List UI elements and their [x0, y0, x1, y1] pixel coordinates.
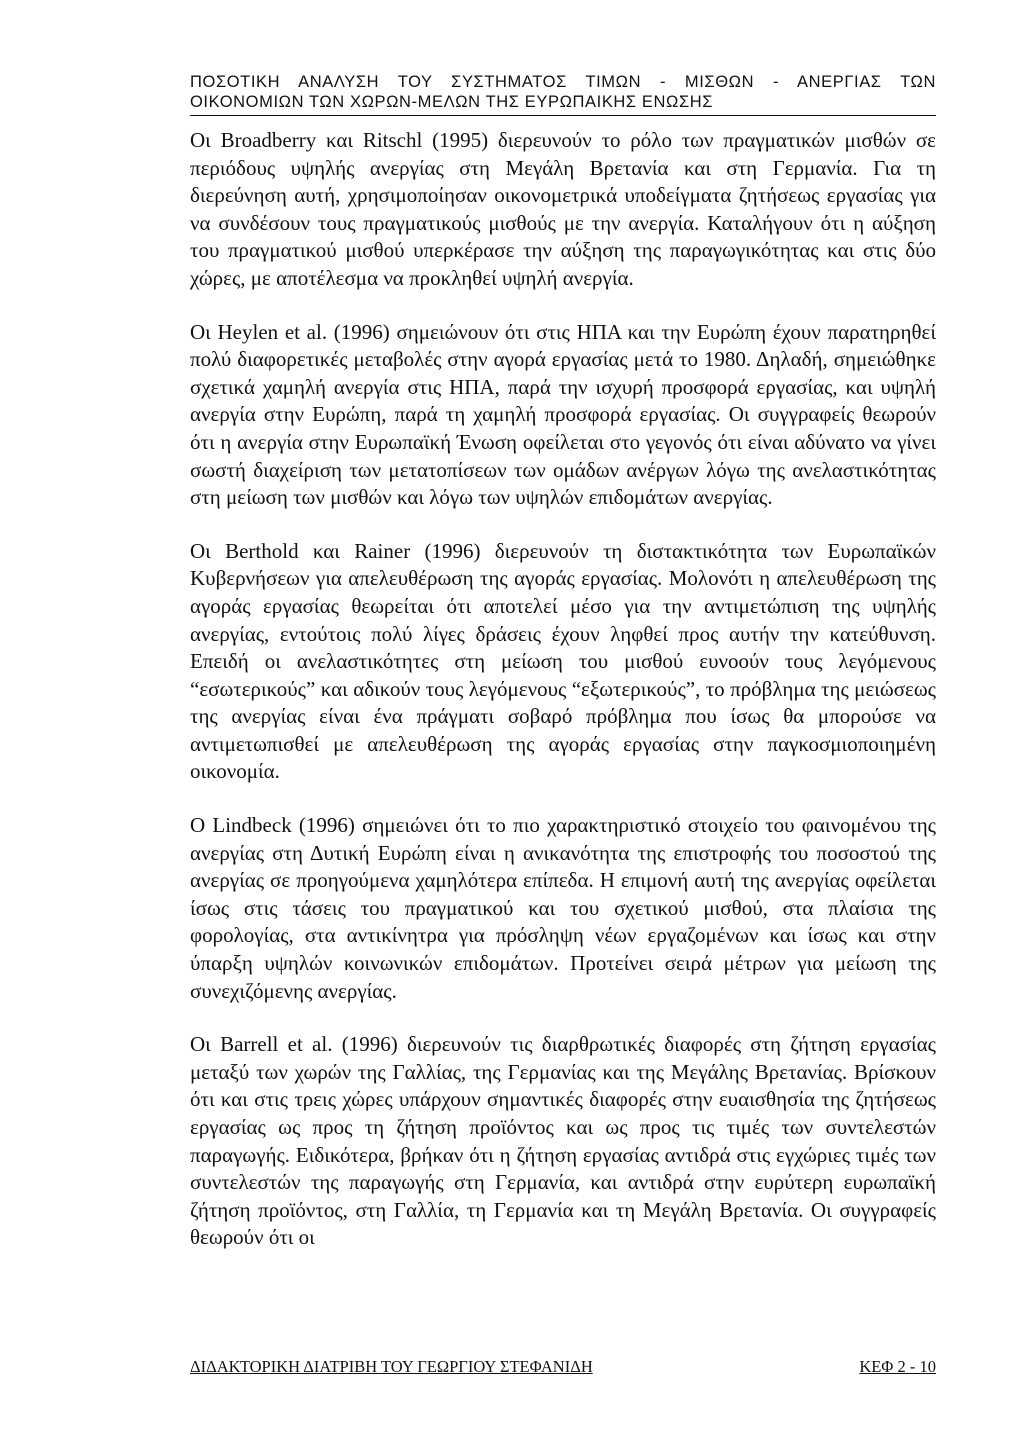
- paragraph-broadberry-ritschl: Οι Broadberry και Ritschl (1995) διερευνούν το ρόλο των πραγματικών μισθών σε περιόδους υψηλής ανεργίας στη Μεγάλη Βρετανία και στη Γερμανία. Για τη διερεύνηση αυτή, χρησιμοποίησαν οικονομετρικά υποδείγματα ζητήσεως εργασίας για να συνδέσουν τους πραγματικούς μισθούς με την ανεργία. Καταλήγουν ότι η αύξηση του πραγματικού μισθού υπερκέρασε την αύξηση της παραγωγικότητας και στις δύο χώρες, με αποτέλεσμα να προκληθεί υψηλή ανεργία.: [190, 128, 936, 290]
- header-line-1: ΠΟΣΟΤΙΚΗ ΑΝΑΛΥΣΗ ΤΟΥ ΣΥΣΤΗΜΑΤΟΣ ΤΙΜΩΝ - ΜΙΣΘΩΝ - ΑΝΕΡΓΙΑΣ ΤΩΝ: [190, 73, 936, 91]
- footer-thesis-title: ΔΙΔΑΚΤΟΡΙΚΗ ΔΙΑΤΡΙΒΗ ΤΟΥ ΓΕΩΡΓΙΟΥ ΣΤΕΦΑΝΙΔΗ: [190, 1357, 593, 1376]
- paragraph-heylen: Οι Heylen et al. (1996) σημειώνουν ότι στις ΗΠΑ και την Ευρώπη έχουν παρατηρηθεί πολύ διαφορετικές μεταβολές στην αγορά εργασίας μετά το 1980. Δηλαδή, σημειώθηκε σχετικά χαμηλή ανεργία στις ΗΠΑ, παρά την ισχυρή προσφορά εργασίας, και υψηλή ανεργία στην Ευρώπη, παρά τη χαμηλή προσφορά εργασίας. Οι συγγραφείς θεωρούν ότι η ανεργία στην Ευρωπαϊκή Ένωση οφείλεται στο γεγονός ότι είναι αδύνατο να γίνει σωστή διαχείριση των μετατοπίσεων των ομάδων ανέργων λόγω της ανελαστικότητας στη μείωση των μισθών και λόγω των υψηλών επιδομάτων ανεργίας.: [190, 319, 936, 510]
- paragraph-lindbeck: Ο Lindbeck (1996) σημειώνει ότι το πιο χαρακτηριστικό στοιχείο του φαινομένου της ανεργίας στη Δυτική Ευρώπη είναι η ανικανότητα της επιστροφής του ποσοστού της ανεργίας σε προηγούμενα χαμηλότερα επίπεδα. Η επιμονή αυτή της ανεργίας οφείλεται ίσως στις τάσεις του πραγματικού και του σχετικού μισθού, στα πλαίσια της φορολογίας, στα αντικίνητρα για πρόσληψη νέων εργαζομένων και ίσως και στην ύπαρξη υψηλών κοινωνικών επιδομάτων. Προτείνει σειρά μέτρων για μείωση της συνεχιζόμενης ανεργίας.: [190, 813, 936, 1003]
- paragraph-barrell: Οι Barrell et al. (1996) διερευνούν τις διαρθρωτικές διαφορές στη ζήτηση εργασίας μεταξύ των χωρών της Γαλλίας, της Γερμανίας και της Μεγάλης Βρετανίας. Βρίσκουν ότι και στις τρεις χώρες υπάρχουν σημαντικές διαφορές στην ευαισθησία της ζητήσεως εργασίας ως προς τη ζήτηση προϊόντος και ως προς τις τιμές των συντελεστών παραγωγής. Ειδικότερα, βρήκαν ότι η ζήτηση εργασίας αντιδρά στις εγχώριες τιμές των συντελεστών της παραγωγής στη Γερμανία, και αντιδρά στην ευρύτερη ευρωπαϊκή ζήτηση προϊόντος, στη Γαλλία, τη Γερμανία και τη Μεγάλη Βρετανία. Οι συγγραφείς θεωρούν ότι οι: [190, 1032, 936, 1250]
- paragraph-berthold-rainer: Οι Berthold και Rainer (1996) διερευνούν τη διστακτικότητα των Ευρωπαϊκών Κυβερνήσεων για απελευθέρωση της αγοράς εργασίας. Μολονότι η απελευθέρωση της αγοράς εργασίας θεωρείται ότι αποτελεί μέσο για την αντιμετώπιση της υψηλής ανεργίας, εντούτοις πολύ λίγες δράσεις έχουν ληφθεί προς αυτήν την κατεύθυνση. Επειδή οι ανελαστικότητες στη μείωση του μισθού ευνοούν τους λεγόμενους “εσωτερικούς” και αδικούν τους λεγόμενους “εξωτερικούς”, το πρόβλημα της μειώσεως της ανεργίας είναι ένα πράγματι σοβαρό πρόβλημα που ίσως θα μπορούσε να αντιμετωπισθεί με απελευθέρωση της αγοράς εργασίας στην παγκοσμιοποιημένη οικονομία.: [190, 538, 936, 784]
- running-header: [190, 72, 936, 116]
- page-number: ΚΕΦ 2 - 10: [859, 1357, 936, 1376]
- header-line-2: ΟΙΚΟΝΟΜΙΩΝ ΤΩΝ ΧΩΡΩΝ-ΜΕΛΩΝ ΤΗΣ ΕΥΡΩΠΑΙΚΗΣ ΕΝΩΣΗΣ: [190, 93, 714, 111]
- body-text: [190, 127, 936, 1252]
